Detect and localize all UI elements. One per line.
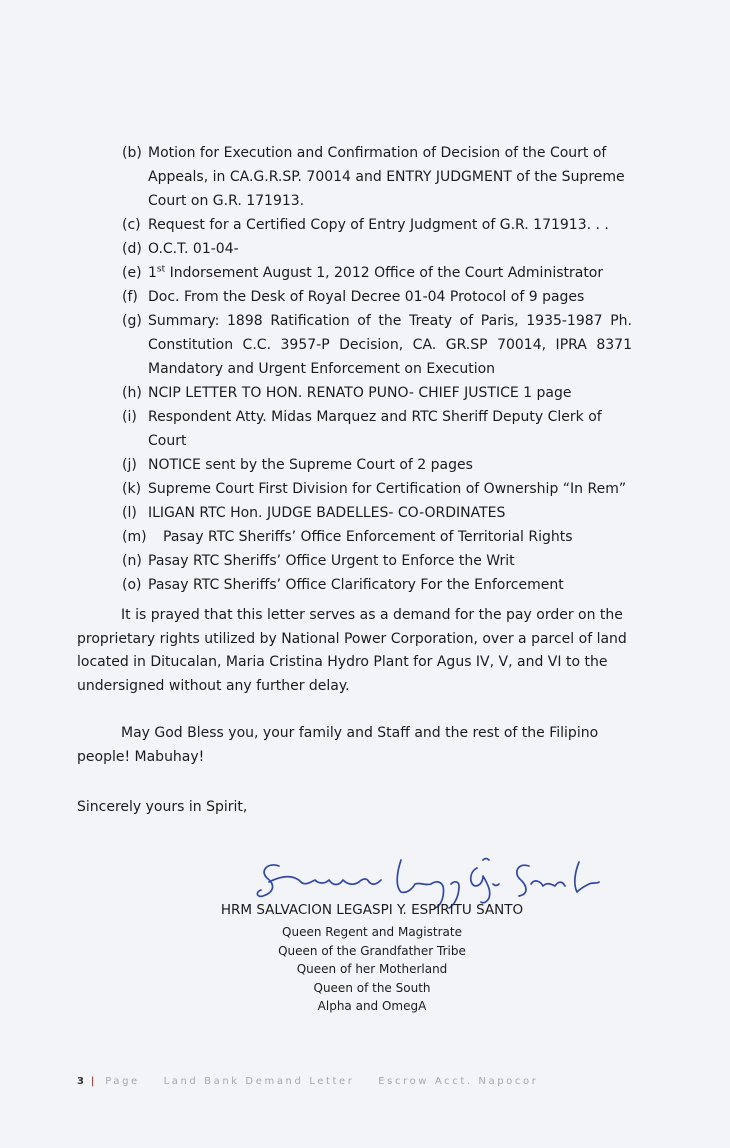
signer-title: Queen of the Grandfather Tribe bbox=[278, 943, 466, 958]
list-item-text: Pasay RTC Sheriffs’ Office Clarificatory For the Enforcement bbox=[148, 577, 564, 593]
list-item-text: Doc. From the Desk of Royal Decree 01-04 Protocol of 9 pages bbox=[148, 289, 585, 305]
list-item bbox=[122, 237, 632, 261]
list-marker: (i) bbox=[122, 409, 137, 425]
list-item bbox=[122, 525, 632, 549]
list-item-text: Request for a Certified Copy of Entry Judgment of G.R. 171913. . . bbox=[148, 217, 609, 233]
footer-title: Land Bank Demand Letter bbox=[163, 1076, 355, 1087]
list-item bbox=[122, 285, 632, 309]
prayer-paragraph: It is prayed that this letter serves as a demand for the pay order on the proprietary rights utilized by National Power Corporation, over a parcel of land located in Ditucalan, Maria Cristina Hydro Plant for Agus IV, V, and VI to the undersigned without any further delay. bbox=[77, 607, 627, 694]
page-number: 3 bbox=[77, 1076, 85, 1087]
footer-account: Escrow Acct. Napocor bbox=[378, 1076, 539, 1087]
list-item-text: Supreme Court First Division for Certification of Ownership “In Rem” bbox=[148, 481, 627, 497]
list-marker: (e) bbox=[122, 265, 142, 281]
list-item bbox=[122, 573, 632, 597]
signer-titles bbox=[192, 923, 552, 1016]
footer-separator: | bbox=[90, 1076, 96, 1087]
signer-title: Queen Regent and Magistrate bbox=[282, 925, 462, 939]
enclosure-list bbox=[122, 141, 632, 597]
list-marker: (b) bbox=[122, 145, 142, 161]
list-marker: (j) bbox=[122, 457, 137, 473]
list-item bbox=[122, 141, 632, 213]
list-marker: (k) bbox=[122, 481, 142, 497]
list-marker: (d) bbox=[122, 241, 142, 257]
ordinal-suffix: st bbox=[156, 264, 166, 275]
list-item-text: NCIP LETTER TO HON. RENATO PUNO- CHIEF JUSTICE 1 page bbox=[148, 385, 572, 401]
list-item-text: Summary: 1898 Ratification of the Treaty of Paris, 1935-1987 Ph. Constitution C.C. 3957-P Decision, CA. GR.SP 70014, IPRA 8371 Mandatory and Urgent Enforcement on Execution bbox=[148, 313, 632, 377]
signer-title: Queen of the South bbox=[313, 980, 431, 995]
list-item-text: Motion for Execution and Confirmation of Decision of the Court of Appeals, in CA.G.R.SP. 70014 and ENTRY JUDGMENT of the Supreme Court on G.R. 171913. bbox=[148, 145, 625, 209]
page-footer bbox=[77, 1076, 538, 1087]
list-item-text: NOTICE sent by the Supreme Court of 2 pages bbox=[148, 457, 473, 473]
list-marker: (c) bbox=[122, 217, 141, 233]
list-marker: (l) bbox=[122, 505, 137, 521]
list-item bbox=[122, 213, 632, 237]
list-item bbox=[122, 261, 632, 285]
list-item-text: O.C.T. 01-04- bbox=[148, 241, 239, 257]
list-item-text-rest: Indorsement August 1, 2012 Office of the Court Administrator bbox=[165, 265, 604, 281]
list-item bbox=[122, 453, 632, 477]
list-marker: (o) bbox=[122, 577, 142, 593]
list-item bbox=[122, 477, 632, 501]
closing-line: Sincerely yours in Spirit, bbox=[77, 799, 248, 815]
list-item-text: ILIGAN RTC Hon. JUDGE BADELLES- CO-ORDINATES bbox=[148, 505, 506, 521]
list-marker: (n) bbox=[122, 553, 142, 569]
list-marker: (f) bbox=[122, 289, 138, 305]
signer-title: Alpha and OmegA bbox=[317, 999, 427, 1013]
signer-block bbox=[192, 900, 552, 1016]
signer-title: Queen of her Motherland bbox=[296, 962, 448, 976]
list-marker: (g) bbox=[122, 313, 142, 329]
list-item bbox=[122, 381, 632, 405]
ordinal-number: 1 bbox=[148, 265, 157, 281]
signer-name: HRM SALVACION LEGASPI Y. ESPIRITU SANTO bbox=[220, 902, 524, 918]
list-item bbox=[122, 405, 632, 453]
footer-page-label: Page bbox=[105, 1076, 140, 1087]
list-item-text: Respondent Atty. Midas Marquez and RTC Sheriff Deputy Clerk of Court bbox=[148, 409, 602, 449]
list-marker: (m) bbox=[122, 529, 147, 545]
list-item bbox=[122, 309, 632, 381]
list-item bbox=[122, 501, 632, 525]
blessing-paragraph: May God Bless you, your family and Staff and the rest of the Filipino people! Mabuhay! bbox=[77, 725, 599, 765]
list-item-text: Pasay RTC Sheriffs’ Office Enforcement of Territorial Rights bbox=[163, 529, 573, 545]
list-marker: (h) bbox=[122, 385, 142, 401]
list-item-text: Pasay RTC Sheriffs’ Office Urgent to Enforce the Writ bbox=[148, 553, 515, 569]
list-item bbox=[122, 549, 632, 573]
list-item-text bbox=[148, 261, 632, 285]
